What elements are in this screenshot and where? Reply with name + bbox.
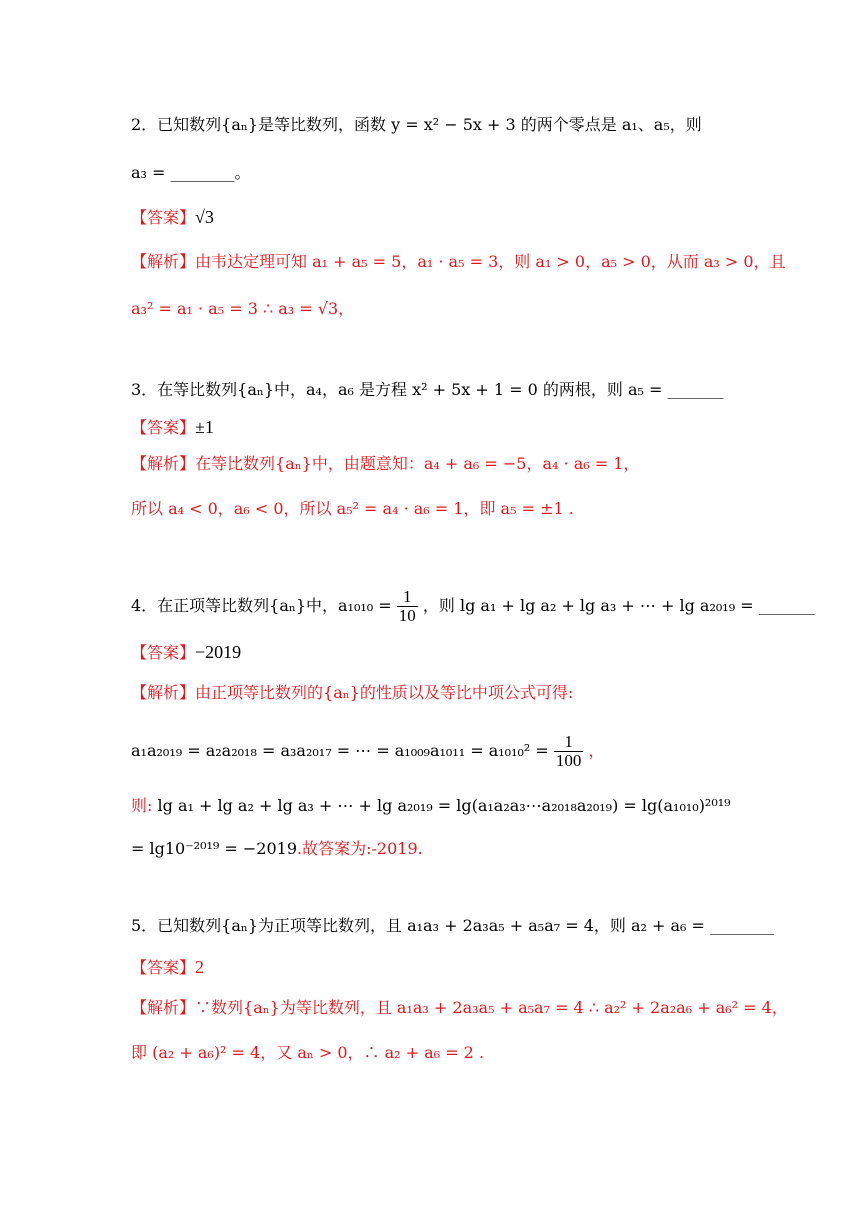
q5-analysis-cont: 即 (a₂ + a₆)² = 4，又 aₙ > 0，∴ a₂ + a₆ = 2 .	[131, 1043, 485, 1062]
result-formula: = lg10⁻²⁰¹⁹ = −2019	[131, 839, 298, 858]
q4-analysis-formula	[131, 733, 605, 770]
q4-stem-prefix: 4．在正项等比数列{aₙ}中，a₁₀₁₀ =	[131, 596, 392, 615]
q4-stem	[131, 588, 815, 625]
q5-analysis	[131, 996, 788, 1020]
q2-stem-cont: a₃ = ________。	[131, 163, 251, 182]
q4-stem-suffix: ，则 lg a₁ + lg a₂ + lg a₃ + ⋯ + lg a₂₀₁₉ = _______	[422, 596, 815, 615]
q4-analysis-result	[131, 837, 423, 861]
analysis-text: 由正项等比数列的{aₙ}的性质以及等比中项公式可得:	[195, 683, 574, 702]
q3-answer	[131, 415, 214, 440]
q3-analysis-cont: 所以 a₄ < 0，a₆ < 0，所以 a₅² = a₄ · a₆ = 1，即 a₅ = ±1 .	[131, 499, 574, 518]
analysis-tag: 【解析】	[131, 998, 196, 1017]
q3-stem: 3．在等比数列{aₙ}中，a₄，a₆ 是方程 x² + 5x + 1 = 0 的两根，则 a₅ = _______	[131, 380, 724, 399]
answer-value: √3	[195, 207, 214, 227]
log-formula: lg a₁ + lg a₂ + lg a₃ + ⋯ + lg a₂₀₁₉ = lg(a₁a₂a₃⋯a₂₀₁₈a₂₀₁₉) = lg(a₁₀₁₀)²⁰¹⁹	[152, 796, 731, 815]
fraction-numerator: 1	[554, 733, 584, 752]
analysis-tag: 【解析】	[131, 252, 196, 271]
fraction-denominator: 10	[398, 606, 416, 625]
answer-value: 2	[195, 957, 205, 977]
q3-analysis	[131, 452, 639, 476]
answer-tag: 【答案】	[131, 418, 196, 437]
answer-tag: 【答案】	[131, 208, 196, 227]
analysis-tag: 【解析】	[131, 683, 196, 702]
result-text: .故答案为:-2019.	[297, 839, 423, 858]
q4-analysis-log	[131, 794, 731, 818]
fraction-denominator: 100	[555, 751, 582, 770]
answer-tag: 【答案】	[131, 643, 196, 662]
q4-fraction	[397, 588, 418, 625]
formula-fraction	[554, 733, 584, 770]
analysis-text: 由韦达定理可知 a₁ + a₅ = 5，a₁ · a₅ = 3，则 a₁ > 0，a₅ > 0，从而 a₃ > 0，且	[195, 252, 786, 271]
answer-value: −2019	[195, 642, 242, 662]
q4-answer	[131, 640, 241, 665]
analysis-text: 在等比数列{aₙ}中，由题意知：a₄ + a₆ = −5，a₄ · a₆ = 1，	[195, 454, 640, 473]
q4-analysis	[131, 681, 573, 705]
formula-suffix: ，	[588, 741, 605, 760]
log-prefix: 则:	[131, 796, 153, 815]
answer-tag: 【答案】	[131, 958, 196, 977]
fraction-numerator: 1	[397, 588, 418, 607]
q2-stem: 2．已知数列{aₙ}是等比数列，函数 y = x² − 5x + 3 的两个零点是 a₁、a₅，则	[131, 115, 702, 134]
q2-answer	[131, 205, 214, 230]
q2-analysis-cont: a₃² = a₁ · a₅ = 3 ∴ a₃ = √3，	[131, 299, 355, 318]
q5-stem: 5．已知数列{aₙ}为正项等比数列，且 a₁a₃ + 2a₃a₅ + a₅a₇ = 4，则 a₂ + a₆ = ________	[131, 916, 775, 935]
answer-value: ±1	[195, 417, 214, 437]
q5-answer	[131, 955, 204, 980]
formula-prefix: a₁a₂₀₁₉ = a₂a₂₀₁₈ = a₃a₂₀₁₇ = ⋯ = a₁₀₀₉a₁₀₁₁ = a₁₀₁₀² =	[131, 741, 549, 760]
analysis-text: ∵数列{aₙ}为等比数列，且 a₁a₃ + 2a₃a₅ + a₅a₇ = 4 ∴ a₂² + 2a₂a₆ + a₆² = 4，	[195, 998, 788, 1017]
q2-analysis	[131, 250, 786, 274]
analysis-tag: 【解析】	[131, 454, 196, 473]
